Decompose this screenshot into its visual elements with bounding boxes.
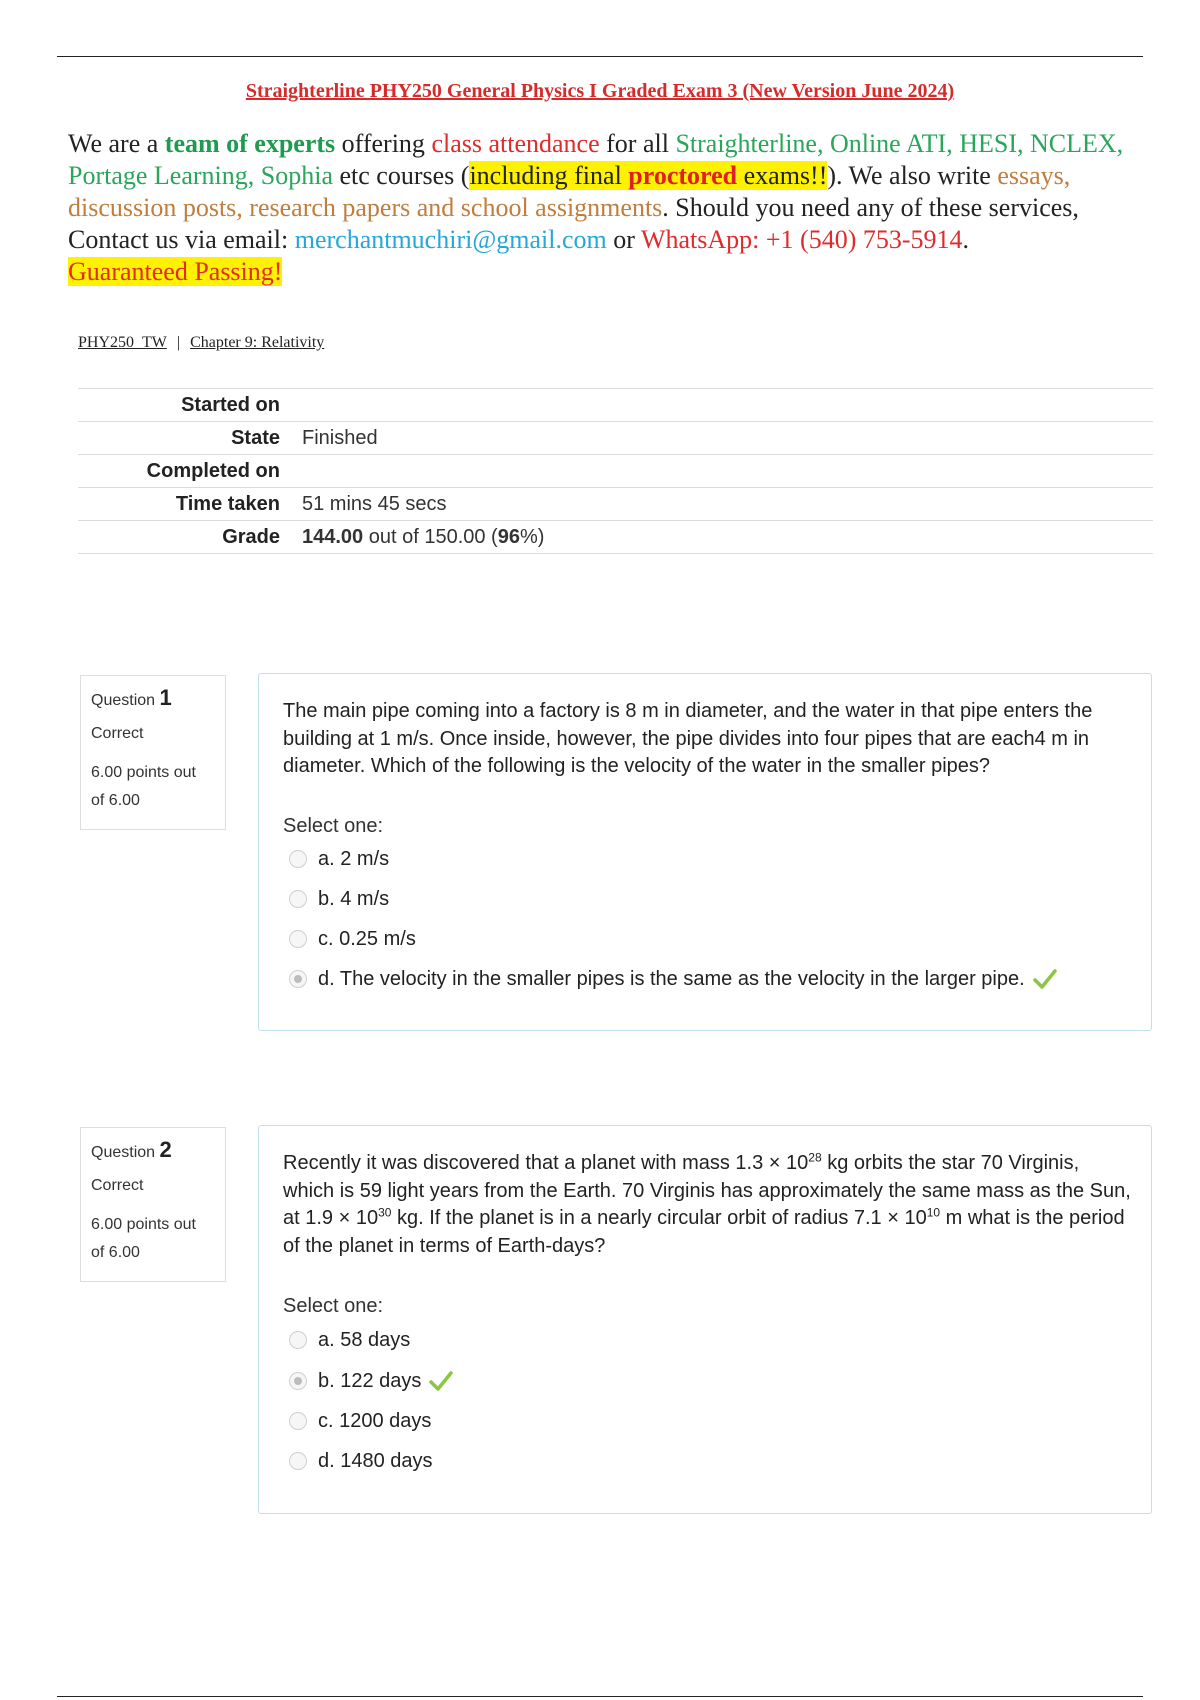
option-text: b. 122 days <box>318 1369 422 1392</box>
question-state: Correct <box>91 725 144 742</box>
summary-label: Started on <box>78 389 302 422</box>
breadcrumb-chapter-link[interactable]: Chapter 9: Relativity <box>190 334 325 351</box>
promo-text: for all <box>599 129 676 158</box>
promo-paragraph <box>68 128 1148 288</box>
question-text-part: kg orbits the star 70 Virginis, which is 59 light years from the Earth. 70 Virginis has approximately the same mass as the Sun, at 1.9 × 10 <box>283 1152 1131 1229</box>
option-text: c. 1200 days <box>318 1409 432 1432</box>
question-info-1 <box>80 675 226 830</box>
radio-button-selected[interactable] <box>289 970 307 988</box>
question-number: 2 <box>159 1137 172 1162</box>
question-label: Question <box>91 692 156 709</box>
question-card-1 <box>258 673 1152 1031</box>
exponent: 30 <box>378 1205 392 1220</box>
radio-button-selected[interactable] <box>289 1372 307 1390</box>
exponent: 10 <box>926 1205 941 1220</box>
promo-text: or <box>606 225 641 254</box>
option-text: a. 2 m/s <box>318 847 390 870</box>
radio-button[interactable] <box>289 890 307 908</box>
question-info-2 <box>80 1127 226 1282</box>
question-points: 6.00 points out of 6.00 <box>91 764 196 809</box>
grade-value <box>302 521 1153 554</box>
question-text-part: m what is the period of the planet in terms of Earth-days? <box>283 1207 1125 1257</box>
radio-button[interactable] <box>289 930 307 948</box>
promo-text: etc courses ( <box>333 161 470 190</box>
summary-row-grade <box>78 521 1153 554</box>
grade-end: %) <box>519 525 545 548</box>
promo-class-attendance: class attendance <box>431 129 600 158</box>
check-icon <box>429 1370 453 1392</box>
promo-text: We are a <box>68 129 165 158</box>
breadcrumb-course-link[interactable]: PHY250_TW <box>78 334 167 351</box>
question-text <box>283 1150 1133 1260</box>
radio-button[interactable] <box>289 1331 307 1349</box>
promo-team: team of experts <box>164 129 336 158</box>
option-text: c. 0.25 m/s <box>318 927 416 950</box>
summary-row-completed <box>78 455 1153 488</box>
question-state: Correct <box>91 1177 144 1194</box>
promo-writing-services: essays, discussion posts, research papers and school assignments <box>68 161 1071 222</box>
promo-whatsapp[interactable]: WhatsApp: +1 (540) 753-5914 <box>640 225 963 254</box>
question-text-part: Recently it was discovered that a planet with mass 1.3 × 10 <box>283 1152 809 1174</box>
summary-value: Finished <box>302 422 1153 455</box>
answer-option-b[interactable] <box>289 1367 453 1395</box>
question-points: 6.00 points out of 6.00 <box>91 1216 196 1261</box>
document-title: Straighterline PHY250 General Physics I Graded Exam 3 (New Version June 2024) <box>245 80 955 102</box>
grade-out-of: out of 150.00 ( <box>363 525 498 548</box>
select-one-prompt: Select one: <box>283 815 384 837</box>
summary-value <box>302 389 1153 422</box>
promo-text: . Should you need any of these services, Contact us via email: <box>68 193 1079 254</box>
answer-option-d[interactable] <box>289 965 1057 993</box>
check-icon <box>1033 968 1057 990</box>
answer-option-c[interactable] <box>289 925 416 953</box>
breadcrumb-separator: | <box>176 334 181 351</box>
option-text: d. 1480 days <box>318 1449 433 1472</box>
summary-label: Time taken <box>78 488 302 521</box>
question-label: Question <box>91 1144 156 1161</box>
question-text: The main pipe coming into a factory is 8 m in diameter, and the water in that pipe enters the building at 1 m/s. Once inside, however, the pipe divides into four pipes that are each4 m in diameter. Which of the following is the velocity of the water in the smaller pipes? <box>283 700 1093 777</box>
answer-option-a[interactable] <box>289 845 389 873</box>
radio-button[interactable] <box>289 850 307 868</box>
question-card-2 <box>258 1125 1152 1514</box>
answer-option-a[interactable] <box>289 1326 410 1354</box>
summary-label: State <box>78 422 302 455</box>
option-text: b. 4 m/s <box>318 887 390 910</box>
promo-text: . <box>962 225 970 254</box>
promo-platforms: Straighterline, Online ATI, HESI, NCLEX, Portage Learning, Sophia <box>68 129 1124 190</box>
quiz-summary-table <box>78 388 1153 554</box>
promo-proctored: proctored <box>628 161 738 190</box>
promo-highlight: exams!! <box>737 161 828 190</box>
summary-row-time-taken <box>78 488 1153 521</box>
summary-value <box>302 455 1153 488</box>
summary-label: Completed on <box>78 455 302 488</box>
promo-text: ). We also write <box>827 161 998 190</box>
option-text: d. The velocity in the smaller pipes is the same as the velocity in the larger pipe. <box>318 967 1025 990</box>
question-number: 1 <box>159 685 172 710</box>
summary-value: 51 mins 45 secs <box>302 488 1153 521</box>
breadcrumb <box>78 334 324 352</box>
top-rule <box>57 56 1143 57</box>
summary-row-started <box>78 389 1153 422</box>
radio-button[interactable] <box>289 1412 307 1430</box>
option-text: a. 58 days <box>318 1328 411 1351</box>
promo-guarantee: Guaranteed Passing! <box>68 257 283 286</box>
summary-row-state <box>78 422 1153 455</box>
summary-label: Grade <box>78 521 302 554</box>
answer-option-d[interactable] <box>289 1447 433 1475</box>
exponent: 28 <box>808 1150 822 1165</box>
select-one-prompt: Select one: <box>283 1295 384 1317</box>
question-text-part: kg. If the planet is in a nearly circular orbit of radius 7.1 × 10 <box>391 1207 927 1229</box>
bottom-rule <box>57 1696 1143 1697</box>
answer-option-b[interactable] <box>289 885 389 913</box>
grade-score: 144.00 <box>302 525 364 548</box>
promo-highlight: including final <box>469 161 629 190</box>
promo-text: offering <box>335 129 432 158</box>
radio-button[interactable] <box>289 1452 307 1470</box>
grade-percent: 96 <box>497 525 520 548</box>
answer-option-c[interactable] <box>289 1407 431 1435</box>
promo-email-link[interactable]: merchantmuchiri@gmail.com <box>294 225 607 254</box>
